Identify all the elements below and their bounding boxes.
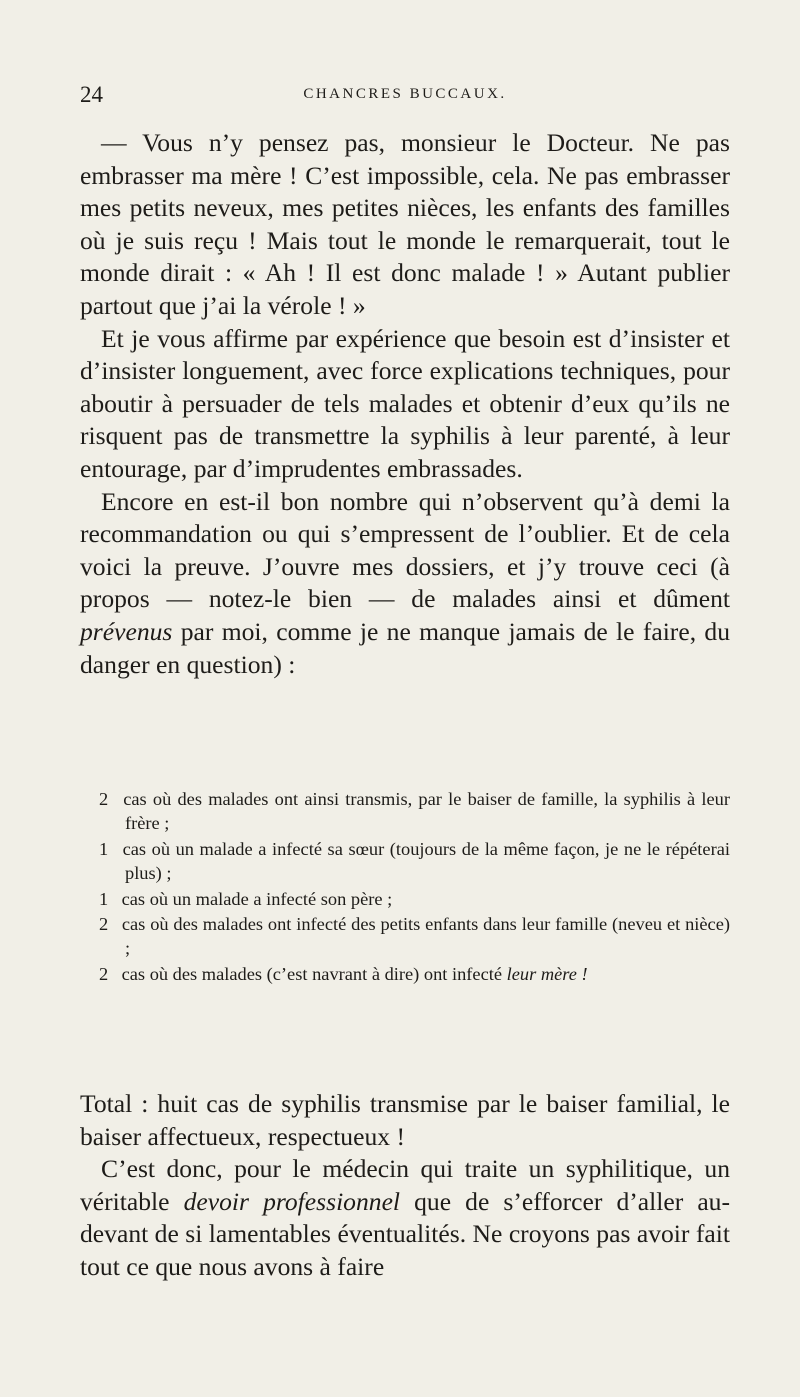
case-entry (80, 837, 730, 886)
case-count: 2 (99, 914, 109, 935)
main-text (80, 127, 730, 681)
dialogue-paragraph: — Vous n’y pensez pas, monsieur le Docteur. Ne pas embrasser ma mère ! C’est impossible, cela. Ne pas embrasser mes petits neveux, mes petites nièces, les enfants des familles où je suis reçu ! Mais tout le monde le remarquerait, tout le monde dirait : « Ah ! Il est donc malade ! » Autant publier partout que j’ai la vérole ! » (80, 128, 730, 320)
running-head: CHANCRES BUCCAUX. (303, 86, 507, 102)
case-text: cas où des malades (c’est navrant à dire) ont infecté (121, 963, 507, 984)
evidence-paragraph (80, 486, 730, 682)
conclusion-text-before: C’est donc, pour le médecin qui traite un syphilitique, un véritable (80, 1154, 730, 1216)
case-text: cas où un malade a infecté son père ; (121, 888, 393, 909)
case-text: cas où un malade a infecté sa sœur (toujours de la même façon, je ne le répéterai plus) ; (122, 838, 730, 884)
case-list (80, 787, 730, 987)
case-count: 1 (99, 838, 109, 859)
evidence-text-after: par moi, comme je ne manque jamais de le faire, du danger en question) : (80, 616, 730, 679)
case-entry (80, 962, 730, 986)
case-count: 1 (99, 888, 109, 909)
conclusion-italic: devoir professionnel (183, 1186, 401, 1216)
case-text: cas où des malades ont ainsi transmis, par le baiser de famille, la syphilis à leur frère ; (123, 789, 730, 834)
conclusion-text-after: que de s’efforcer d’aller au-devant de si lamentables éventualités. Ne croyons pas avoir fait tout ce que nous avons à faire (80, 1186, 730, 1281)
case-entry (80, 787, 730, 836)
conclusion-paragraph (80, 1153, 730, 1283)
case-count: 2 (99, 963, 109, 984)
evidence-text-before: Encore en est-il bon nombre qui n’observent qu’à demi la recommandation ou qui s’empressent de l’oublier. Et de cela voici la preuve. J’ouvre mes dossiers, et j’y trouve ceci (à propos — notez-le bien — de malades ainsi et dûment (80, 486, 730, 614)
page-header (80, 82, 730, 112)
explanation-paragraph: Et je vous affirme par expérience que besoin est d’insister et d’insister longuement, avec force explications techniques, pour aboutir à persuader de tels malades et obtenir d’eux qu’ils ne risquent pas de transmettre la syphilis à leur parenté, à leur entourage, par d’imprudentes embrassades. (80, 323, 730, 483)
case-text: cas où des malades ont infecté des petits enfants dans leur famille (neveu et nièce) ; (121, 914, 730, 959)
closing-text (80, 1088, 730, 1284)
page-number: 24 (80, 82, 103, 107)
case-entry (80, 887, 730, 911)
total-paragraph: Total : huit cas de syphilis transmise par le baiser familial, le baiser affectueux, respectueux ! (80, 1089, 730, 1151)
case-italic: leur mère ! (506, 963, 588, 984)
case-count: 2 (99, 789, 109, 809)
evidence-italic: prévenus (80, 616, 173, 646)
case-entry (80, 912, 730, 961)
